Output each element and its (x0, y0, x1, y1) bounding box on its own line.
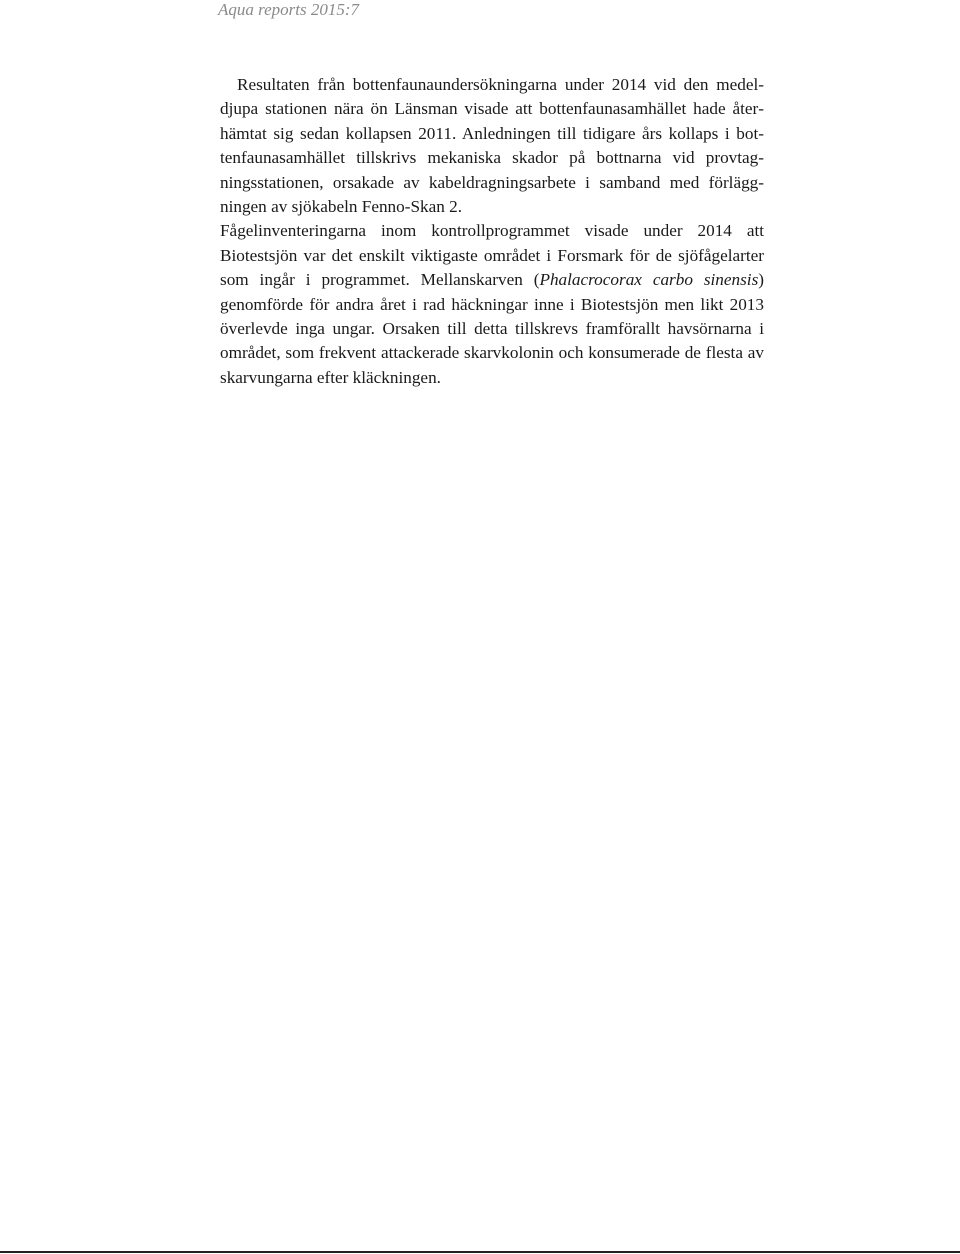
footer-rule (0, 1251, 960, 1253)
body-text (220, 73, 764, 390)
paragraph-bottenfauna: Resultaten från bottenfaunaundersökningarna under 2014 vid den medeldjupa stationen nära ön Länsman visade att bottenfaunasamhället hade återhämtat sig sedan kollapsen 2011. Anledningen till tidigare års kollaps i bottenfaunasamhället tillskrivs mekaniska skador på bottnarna vid provtagningsstationen, orsakade av kabeldragningsarbete i samband med förläggningen av sjökabeln Fenno-Skan 2. (220, 75, 764, 217)
paragraph-fagel-text-1: Fågelinventeringarna inom kontrollprogrammet visade under 2014 att Biotestsjön var det enskilt viktigaste området i Forsmark för de sjöfågelarter som ingår i programmet. Mellanskarven ( (220, 221, 764, 290)
paragraph-fagelinventering (220, 219, 764, 390)
paragraph-fagel-text-2: ) genomförde för andra året i rad häckningar inne i Biotestsjön men likt 2013 överlevde inga ungar. Orsaken till detta tillskrevs framförallt havsörnarna i området, som frekvent attackerade skarvkolonin och konsumerade de flesta av skarvungarna efter kläckningen. (220, 270, 764, 387)
running-header: Aqua reports 2015:7 (218, 0, 360, 19)
species-name: Phalacrocorax carbo sinensis (539, 270, 759, 290)
